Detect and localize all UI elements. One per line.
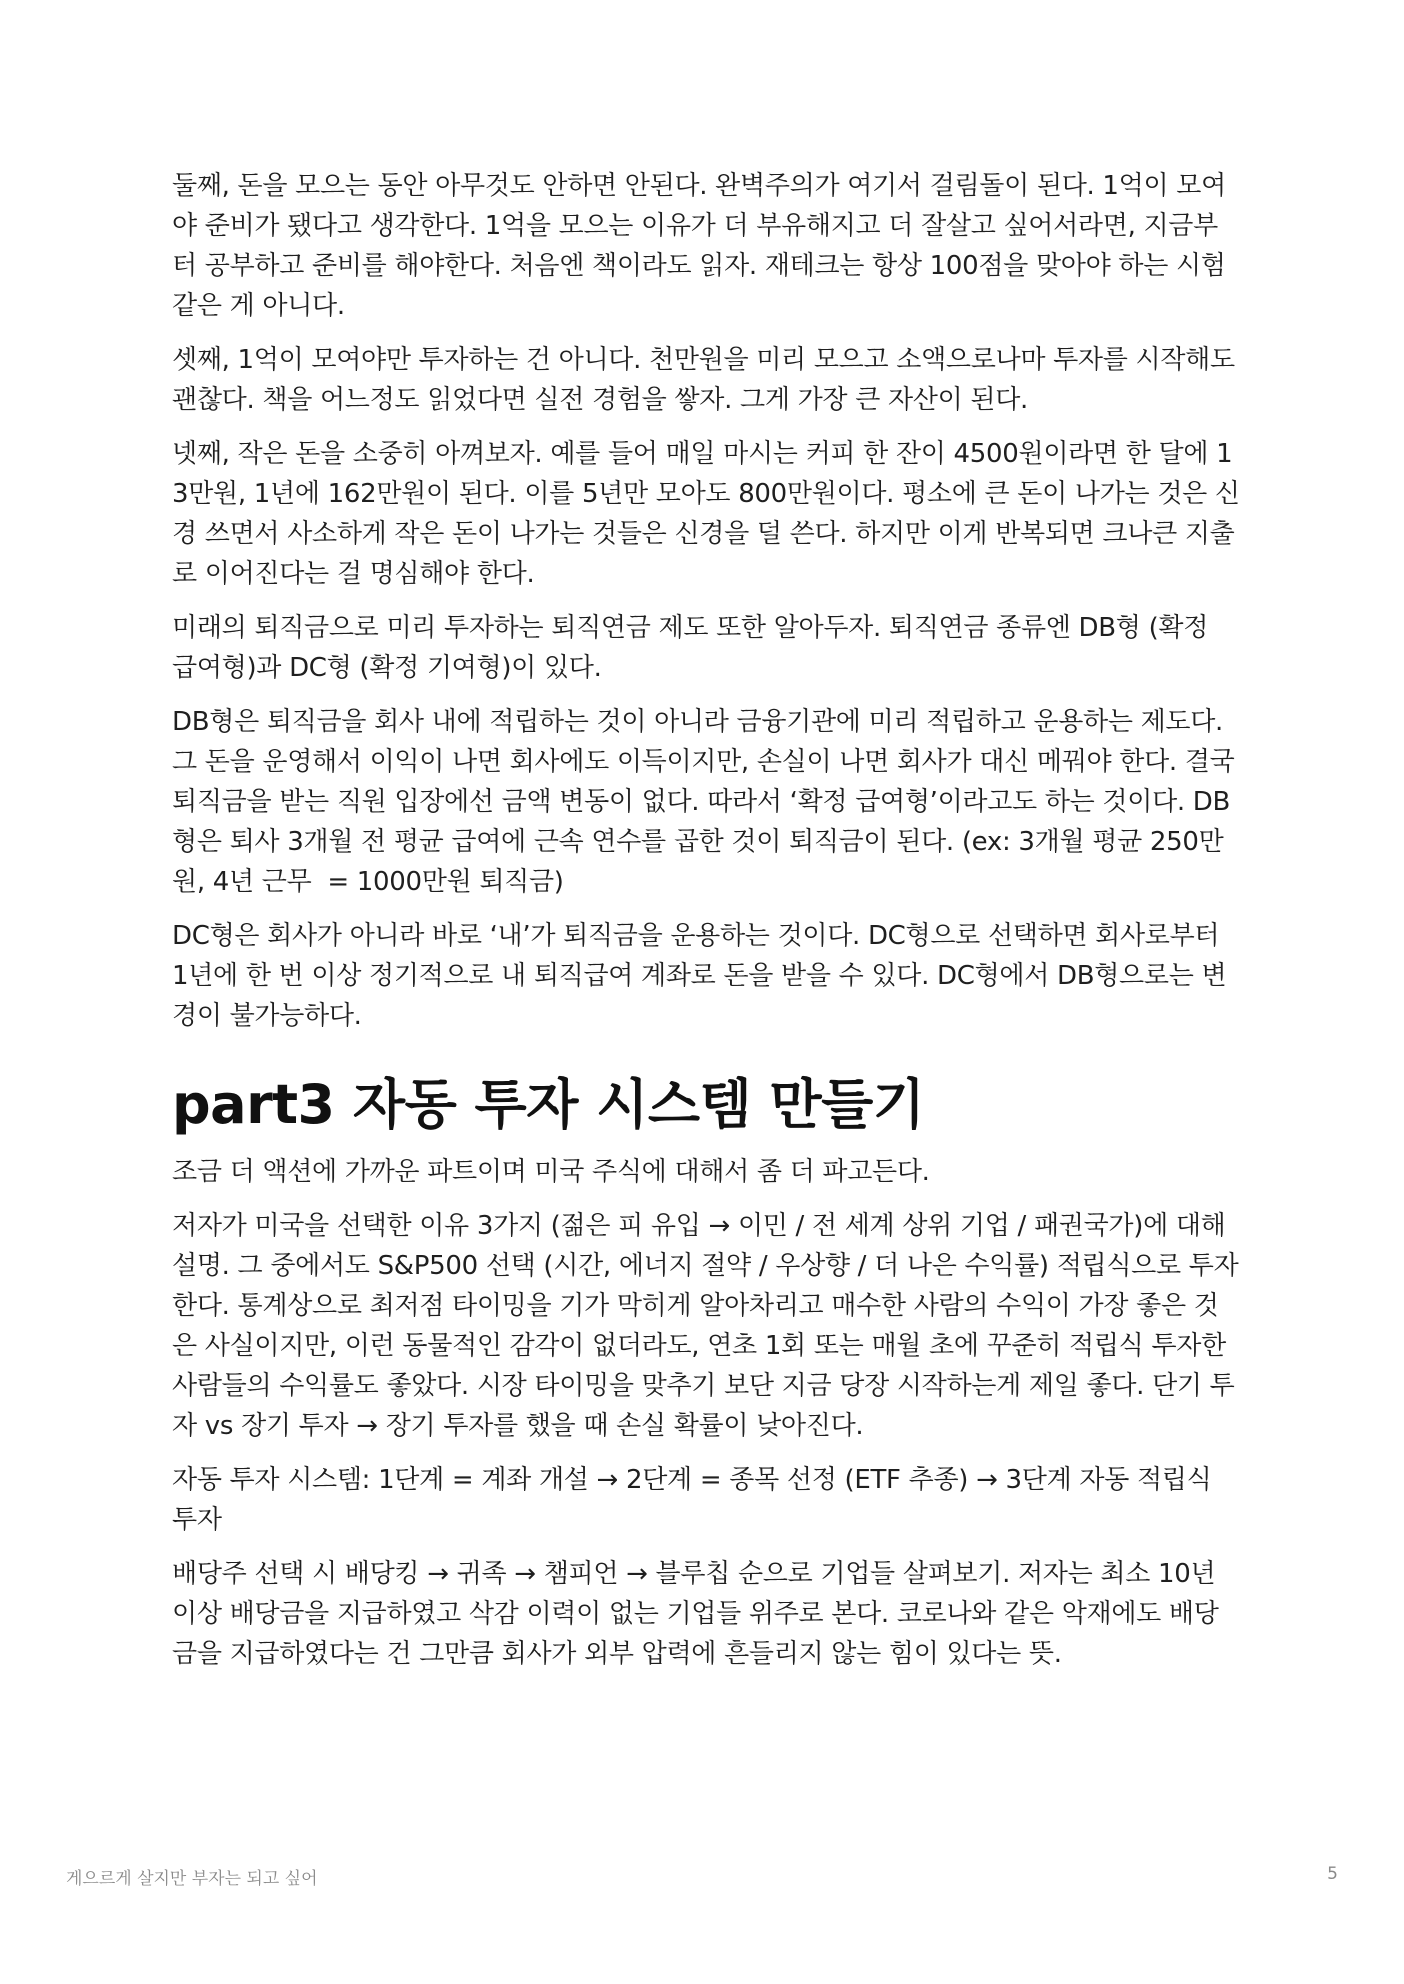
footer-page-number: 5 bbox=[1327, 1864, 1338, 1884]
paragraph-pension-intro: 미래의 퇴직금으로 미리 투자하는 퇴직연금 제도 또한 알아두자. 퇴직연금 종류엔 DB형 (확정 급여형)과 DC형 (확정 기여형)이 있다. bbox=[172, 613, 1217, 683]
paragraph-dividend: 배당주 선택 시 배당킹 → 귀족 → 챔피언 → 블루칩 순으로 기업들 살펴보기. 저자는 최소 10년 이상 배당금을 지급하였고 삭감 이력이 없는 기업들 위주로 본다. 코로나와 같은 악재에도 배당금을 지급하였다는 건 그만큼 회사가 외부 압력에 흔들리지 않는 힘이 있다는 뜻. bbox=[172, 1559, 1224, 1669]
paragraph-second-point: 둘째, 돈을 모으는 동안 아무것도 안하면 안된다. 완벽주의가 여기서 걸림돌이 된다. 1억이 모여야 준비가 됐다고 생각한다. 1억을 모으는 이유가 더 부유해지고 더 잘살고 싶어서라면, 지금부터 공부하고 준비를 해야한다. 처음엔 책이라도 읽자. 재테크는 항상 100점을 맞아야 하는 시험 같은 게 아니다. bbox=[172, 171, 1234, 321]
paragraph-part3-intro: 조금 더 액션에 가까운 파트이며 미국 주식에 대해서 좀 더 파고든다. bbox=[172, 1157, 930, 1187]
page-content bbox=[172, 166, 1243, 1688]
paragraph-db-type: DB형은 퇴직금을 회사 내에 적립하는 것이 아니라 금융기관에 미리 적립하고 운용하는 제도다. 그 돈을 운영해서 이익이 나면 회사에도 이득이지만, 손실이 나면 회사가 대신 메꿔야 한다. 결국 퇴직금을 받는 직원 입장에선 금액 변동이 없다. 따라서 ‘확정 급여형’이라고도 하는 것이다. DB형은 퇴사 3개월 전 평균 급여에 근속 연수를 곱한 것이 퇴직금이 된다. (ex: 3개월 평균 250만원, 4년 근무 = 1000만원 퇴직금) bbox=[172, 707, 1243, 897]
paragraph-auto-system: 자동 투자 시스템: 1단계 = 계좌 개설 → 2단계 = 종목 선정 (ETF 추종) → 3단계 자동 적립식 투자 bbox=[172, 1465, 1220, 1535]
paragraph-why-usa: 저자가 미국을 선택한 이유 3가지 (젊은 피 유입 → 이민 / 전 세계 상위 기업 / 패권국가)에 대해 설명. 그 중에서도 S&P500 선택 (시간, 에너지 절약 / 우상향 / 더 나은 수익률) 적립식으로 투자한다. 통계상으로 최저점 타이밍을 기가 막히게 알아차리고 매수한 사람의 수익이 가장 좋은 것은 사실이지만, 이런 동물적인 감각이 없더라도, 연초 1회 또는 매월 초에 꾸준히 적립식 투자한 사람들의 수익률도 좋았다. 시장 타이밍을 맞추기 보단 지금 당장 시작하는게 제일 좋다. 단기 투자 vs 장기 투자 → 장기 투자를 했을 때 손실 확률이 낮아진다. bbox=[172, 1211, 1239, 1441]
paragraph-third-point: 셋째, 1억이 모여야만 투자하는 건 아니다. 천만원을 미리 모으고 소액으로나마 투자를 시작해도 괜찮다. 책을 어느정도 읽었다면 실전 경험을 쌓자. 그게 가장 큰 자산이 된다. bbox=[172, 345, 1243, 415]
paragraph-dc-type: DC형은 회사가 아니라 바로 ‘내’가 퇴직금을 운용하는 것이다. DC형으로 선택하면 회사로부터 1년에 한 번 이상 정기적으로 내 퇴직급여 계좌로 돈을 받을 수 있다. DC형에서 DB형으로는 변경이 불가능하다. bbox=[172, 921, 1228, 1031]
paragraph-fourth-point: 넷째, 작은 돈을 소중히 아껴보자. 예를 들어 매일 마시는 커피 한 잔이 4500원이라면 한 달에 13만원, 1년에 162만원이 된다. 이를 5년만 모아도 800만원이다. 평소에 큰 돈이 나가는 것은 신경 쓰면서 사소하게 작은 돈이 나가는 것들은 신경을 덜 쓴다. 하지만 이게 반복되면 크나큰 지출로 이어진다는 걸 명심해야 한다. bbox=[172, 439, 1240, 589]
section-heading: part3 자동 투자 시스템 만들기 bbox=[172, 1073, 925, 1136]
footer-book-title: 게으르게 살지만 부자는 되고 싶어 bbox=[66, 1869, 318, 1889]
